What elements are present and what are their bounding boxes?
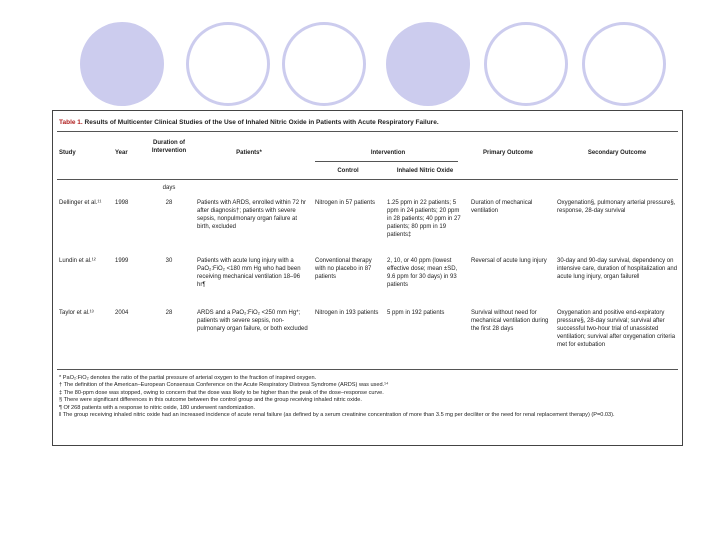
table-footnotes: [59, 375, 674, 419]
header-intervention: Intervention: [370, 150, 406, 156]
footnote: * PaO₂:FiO₂ denotes the ratio of the partial pressure of arterial oxygen to the fraction of inspired oxygen.: [59, 375, 317, 381]
outline-circle: [582, 22, 666, 106]
header-primary-outcome: Primary Outcome: [482, 150, 534, 156]
row3-patients: ARDS and a PaO₂:FiO₂ <250 mm Hg*; patients with severe sepsis, non-pulmonary organ failure, or both excluded: [197, 310, 308, 332]
footnote: ‡ The 80-ppm dose was stopped, owing to concern that the dose was likely to be higher than the peak of the dose–response curve.: [59, 389, 384, 396]
footnote: ‖ The group receiving inhaled nitric oxide had an increased incidence of acute renal failure (as defined by a serum creatinine concentration of more than 3.5 mg per deciliter or the need for renal replacement therapy) (P=0.03).: [59, 412, 615, 419]
row2-inhaled-nitric-oxide: 2, 10, or 40 ppm (lowest effective dose; mean ±SD, 9.6 ppm for 30 days) in 93 patients: [387, 258, 458, 288]
outline-circle: [186, 22, 270, 106]
divider: [315, 161, 458, 162]
row3-study: Taylor et al.¹³: [59, 310, 94, 316]
row1-patients: Patients with ARDS, enrolled within 72 hr after diagnosis†; patients with severe sepsis, nonpulmonary organ failure at birth, excluded: [197, 200, 307, 230]
row1-primary-outcome: Duration of mechanical ventilation: [471, 200, 533, 214]
clinical-studies-table: [52, 110, 683, 446]
header-duration: Duration of Intervention: [151, 140, 187, 154]
footnote: ¶ Of 268 patients with a response to nitric oxide, 180 underwent randomization.: [59, 404, 256, 411]
row2-duration: 30: [165, 258, 173, 264]
row1-year: 1998: [115, 200, 129, 206]
divider: [57, 369, 678, 370]
filled-circle: [80, 22, 164, 106]
footnote: § There were significant differences in this outcome between the control group and the group receiving inhaled nitric oxide.: [59, 397, 362, 404]
row1-study: Dellinger et al.¹¹: [59, 200, 102, 206]
row1-secondary-outcome: Oxygenation§, pulmonary arterial pressure§, response, 28-day survival: [557, 200, 676, 214]
header-study: Study: [59, 150, 76, 156]
row2-patients: Patients with acute lung injury with a PaO₂:FiO₂ <180 mm Hg who had been receiving mechanical ventilation 18–96 hr¶: [197, 258, 301, 288]
row3-primary-outcome: Survival without need for mechanical ventilation during the first 28 days: [471, 310, 549, 332]
table-caption-label: Table 1.: [59, 119, 83, 126]
row3-year: 2004: [115, 310, 129, 316]
outline-circle: [282, 22, 366, 106]
filled-circle: [386, 22, 470, 106]
header-year: Year: [115, 150, 128, 156]
row2-year: 1999: [115, 258, 129, 264]
row2-secondary-outcome: 30-day and 90-day survival, dependency on intensive care, duration of hospitalization and acute lung injury, organ failure‖: [557, 258, 678, 280]
footnote: † The definition of the American–European Consensus Conference on the Acute Respiratory Distress Syndrome (ARDS) was used.¹⁴: [59, 382, 389, 389]
header-inhaled-nitric-oxide: Inhaled Nitric Oxide: [396, 168, 454, 174]
row2-control: Conventional therapy with no placebo in 87 patients: [315, 258, 372, 280]
row1-control: Nitrogen in 57 patients: [315, 200, 376, 206]
row2-primary-outcome: Reversal of acute lung injury: [471, 258, 547, 264]
table-caption-text: Results of Multicenter Clinical Studies of the Use of Inhaled Nitric Oxide in Patients with Acute Respiratory Failure.: [84, 119, 439, 126]
outline-circle: [484, 22, 568, 106]
header-patients: Patients*: [236, 150, 262, 156]
row1-inhaled-nitric-oxide: 1.25 ppm in 22 patients; 5 ppm in 24 patients; 20 ppm in 28 patients; 40 ppm in 27 patients; 80 ppm in 19 patients‡: [387, 200, 461, 238]
divider: [57, 131, 678, 132]
row2-study: Lundin et al.¹²: [59, 258, 96, 264]
header-secondary-outcome: Secondary Outcome: [587, 150, 647, 156]
decorative-circles: [0, 0, 728, 110]
row1-duration: 28: [165, 200, 173, 206]
row3-inhaled-nitric-oxide: 5 ppm in 192 patients: [387, 310, 445, 316]
divider: [57, 179, 678, 180]
unit-days: days: [162, 185, 176, 191]
header-control: Control: [337, 168, 359, 174]
table-caption: [59, 119, 439, 127]
row3-control: Nitrogen in 193 patients: [315, 310, 379, 316]
row3-secondary-outcome: Oxygenation and positive end-expiratory pressure§, 28-day survival; survival after successful two-hour trial of unassisted ventilation; survival after oxygenation criteria met for extubation: [557, 310, 676, 348]
row3-duration: 28: [165, 310, 173, 316]
